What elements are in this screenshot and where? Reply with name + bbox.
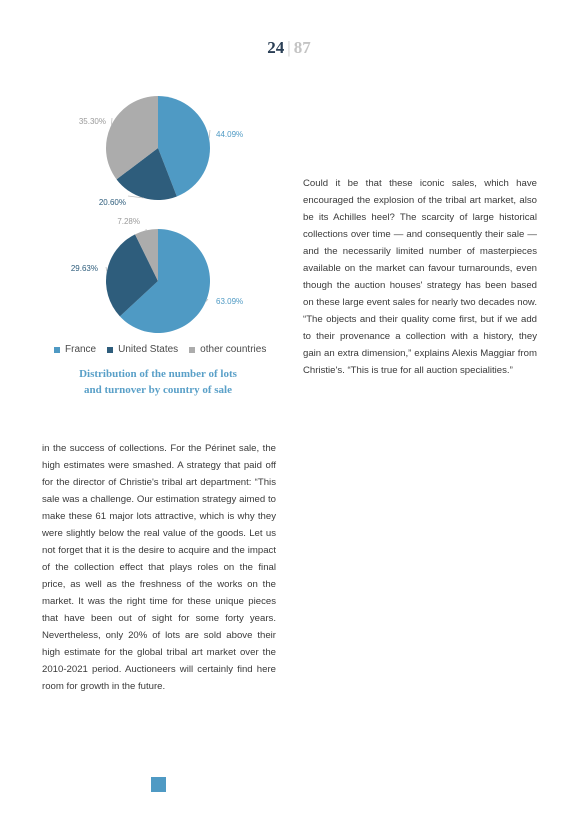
legend-label-other-countries: other countries [200, 344, 267, 355]
body-text-left: in the success of collections. For the Périnet sale, the high estimates were smashed. A strategy that paid off for the director of Christie's tribal art department: “This sale was a challenge. Our estimation strategy aimed to make these 61 major lots attractive, which is why they were slightly below the real value of the goods. Let us not forget that it is the desire to acquire and the impact of the collection effect that plays roles on the final price, as well as the freshness of the works on the market. It was the right time for these unique pieces that have been out of sight for some forty years. Nevertheless, only 20% of lots are sold above their high estimate for the global tribal art market over the 2010-2021 period. Auctioneers will certainly find here room for growth in the future. [42, 442, 276, 692]
legend-swatch-other-countries [189, 347, 195, 353]
footer-square-marker [151, 777, 166, 792]
legend-label-france: France [65, 344, 97, 355]
pie1-leader-other-countries [111, 118, 112, 125]
page-separator: | [287, 38, 291, 57]
pie2-label-united-states: 29.63% [70, 264, 98, 273]
legend-label-united-states: United States [118, 344, 179, 355]
chart-caption [50, 366, 266, 398]
legend-swatch-united-states [107, 347, 113, 353]
legend-item-other-countries [189, 344, 266, 355]
current-page: 24 [267, 38, 285, 57]
caption-line-1: Distribution of the number of lots [79, 368, 237, 380]
pie1-label-france: 44.09% [216, 130, 244, 139]
chart-legend [54, 344, 277, 355]
pie1-label-united-states: 20.60% [98, 198, 126, 207]
pie1-leader-france [209, 130, 210, 138]
pie2-label-france: 63.09% [216, 297, 244, 306]
caption-line-2: and turnover by country of sale [84, 384, 232, 396]
legend-item-united-states [107, 344, 178, 355]
body-text-right: Could it be that these iconic sales, which have encouraged the explosion of the tribal art market, also be its Achilles heel? The scarcity of large historical collections over time — and consequently their sale — and the necessarily limited number of masterpieces available on the market can favour turnarounds, even though the auction houses' strategy has been based on these large event sales for nearly two decades now. “The objects and their quality come first, but if we add to their provenance a collection with a history, they gain an extra dimension,” explains Alexis Maggiar from Christie's. “This is true for all auction specialities.” [303, 177, 537, 376]
legend-item-france [54, 344, 96, 355]
total-pages: 87 [293, 38, 311, 57]
pie1-label-other-countries: 35.30% [78, 117, 106, 126]
pie2-label-other-countries: 7.28% [117, 217, 140, 226]
legend-swatch-france [54, 347, 60, 353]
pie2-leader-united-states [106, 267, 107, 272]
